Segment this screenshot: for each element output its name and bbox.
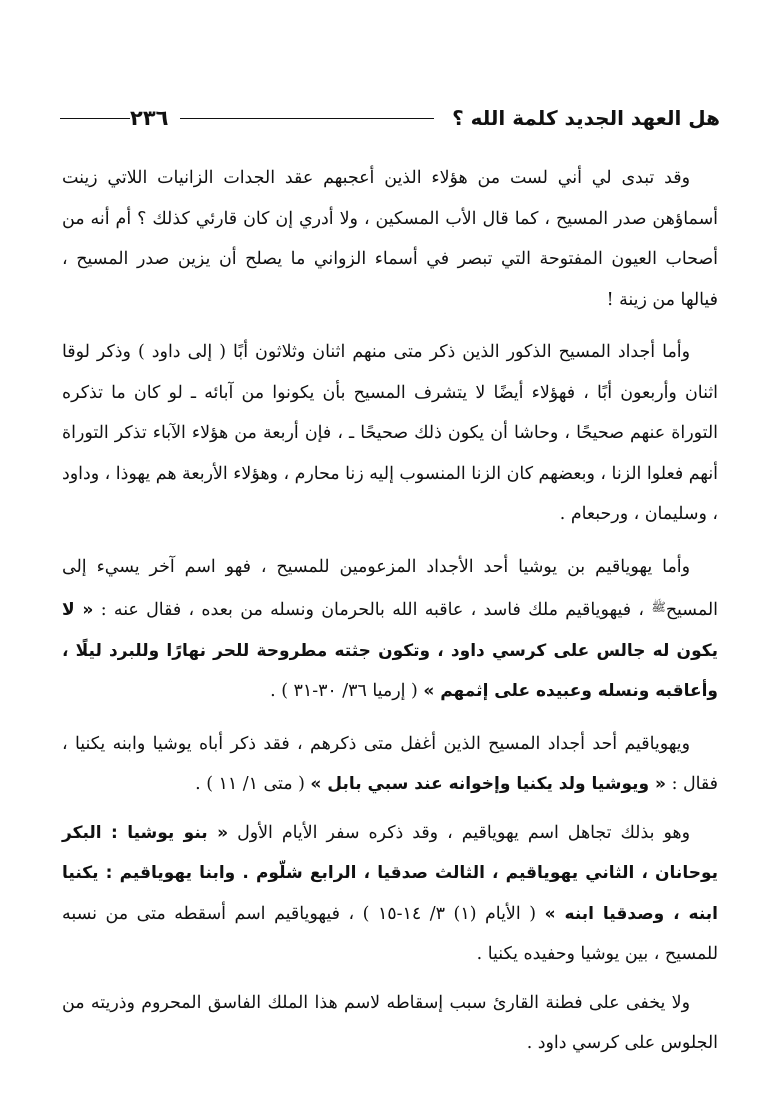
header-rule-tail <box>60 118 130 119</box>
matthew-reference: ( متى ١/ ١١ ) . <box>195 774 305 794</box>
paragraph-5-text: وهو بذلك تجاهل اسم يهوياقيم ، وقد ذكره سفر الأيام الأول <box>237 822 690 843</box>
running-header <box>60 98 720 138</box>
jeremiah-reference: ( إرميا ٣٦/ ٣٠-٣١ ) . <box>270 681 418 701</box>
jeremiah-quote: « لا يكون له جالس على كرسي داود ، وتكون جثته مطروحة للحر نهارًا وللبرد ليلًا ، وأعاقبه ونسله وعبيده على إثمهم » <box>62 600 718 701</box>
paragraph-4-text: ويهوياقيم أحد أجداد المسيح الذين أغفل متى ذكرهم ، فقد ذكر أباه يوشيا وابنه يكنيا ، فقال : <box>62 733 718 794</box>
matthew-quote: « ويوشيا ولد يكنيا وإخوانه عند سبي بابل » <box>310 774 667 794</box>
page-number: ٢٣٦ <box>130 106 169 130</box>
paragraph-6: ولا يخفى على فطنة القارئ سبب إسقاطه لاسم هذا الملك الفاسق المحروم وذريته من الجلوس على كرسي داود . <box>62 992 718 1053</box>
paragraph-5 <box>62 813 718 975</box>
page-body <box>62 158 718 1076</box>
header-rule <box>180 118 434 119</box>
paragraph-3-text-b: ، فيهوياقيم ملك فاسد ، عاقبه الله بالحرمان ونسله من بعده ، فقال عنه : <box>100 600 644 620</box>
honorific-glyph: ﷺ <box>651 600 666 614</box>
paragraph-1: وقد تبدى لي أني لست من هؤلاء الذين أعجبهم عقد الجدات الزانيات اللاتي زينت أسماؤهن صدر المسيح ، كما قال الأب المسكين ، ولا أدري إن كان قارئي كذلك ؟ أم أنه من أصحاب العيون المفتوحة التي تبصر في أسماء الزواني ما يصلح أن يزين صدر المسيح ، فيالها من زينة ! <box>62 168 718 310</box>
header-title: هل العهد الجديد كلمة الله ؟ <box>452 106 720 130</box>
chronicles-quote: « بنو يوشيا : البكر يوحانان ، الثاني يهوياقيم ، الثالث صدقيا ، الرابع شلّوم . وابنا يهوياقيم : يكنيا ابنه ، وصدقيا ابنه » <box>62 822 718 924</box>
paragraph-2: وأما أجداد المسيح الذكور الذين ذكر متى منهم اثنان وثلاثون أبًا ( إلى داود ) وذكر لوقا اثنان وأربعون أبًا ، فهؤلاء أيضًا لا يتشرف المسيح بأن يكونوا من آبائه ـ لو كان ما تذكره التوراة عنهم صحيحًا ، وحاشا أن يكون ذلك صحيحًا ـ ، فإن أربعة من هؤلاء الآباء تذكر التوراة أنهم فعلوا الزنا ، وبعضهم كان الزنا المنسوب إليه زنا محارم ، وهؤلاء الأربعة هم يهوذا ، وداود ، وسليمان ، ورحبعام . <box>62 342 718 524</box>
paragraph-3 <box>62 547 718 712</box>
paragraph-3-text-a: وأما يهوياقيم بن يوشيا أحد الأجداد المزعومين للمسيح ، فهو اسم آخر يسيء إلى المسيح <box>62 556 719 620</box>
paragraph-4 <box>62 724 718 805</box>
chronicles-reference: ( الأيام (١) ٣/ ١٤-١٥ ) ، فيهوياقيم اسم أسقطه متى من نسبه للمسيح ، بين يوشيا وحفيده يكنيا . <box>62 903 718 964</box>
